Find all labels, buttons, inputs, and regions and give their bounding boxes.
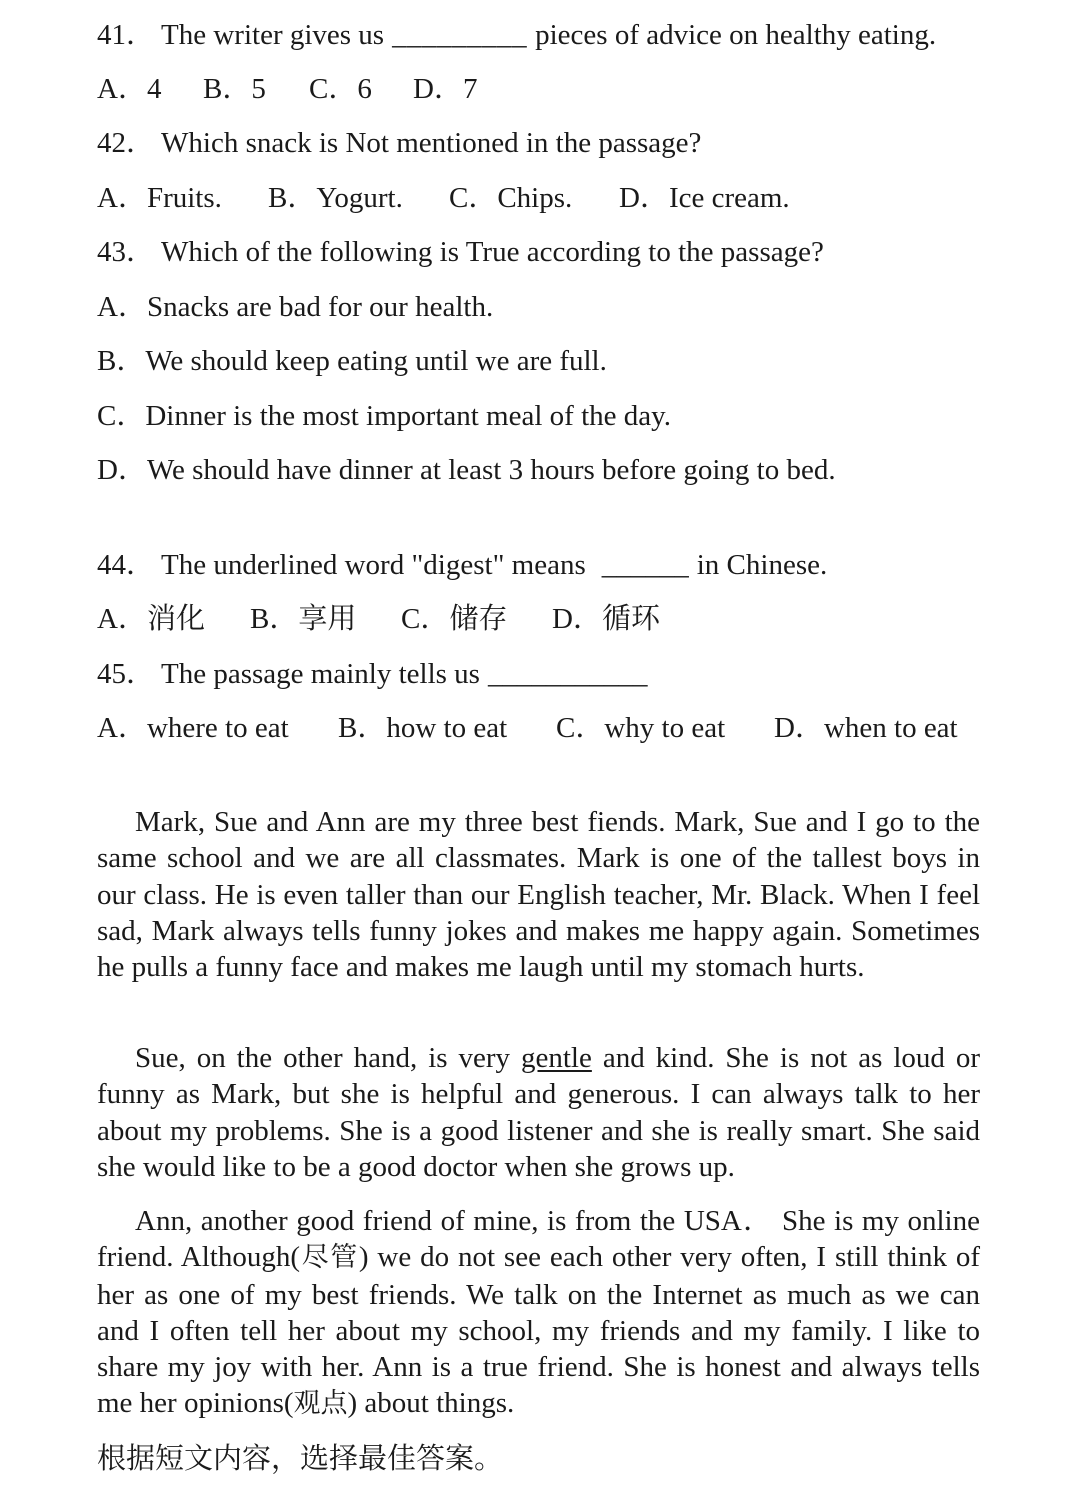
option-d: D．when to eat xyxy=(774,712,958,744)
passage-paragraph-1 xyxy=(97,804,980,985)
question-stem: Which of the following is True according to the passage? xyxy=(161,236,824,268)
option-a: A．Snacks are bad for our health. xyxy=(97,291,494,323)
option-d: D．循环 xyxy=(552,603,660,635)
question-stem-after: in Chinese. xyxy=(696,549,828,581)
question-number: 43． xyxy=(97,236,156,268)
question-number: 41． xyxy=(97,19,156,51)
question-number: 42． xyxy=(97,127,156,159)
question-42 xyxy=(97,125,701,161)
paragraph-text-after: and kind. She is not as loud or funny as Mark, but she is helpful and generous. I can always talk to her about my problems. She is a good listener and she is really smart. She said she would like to be a good doctor when she grows up. xyxy=(97,1042,981,1183)
option-c: C．储存 xyxy=(401,603,508,635)
question-45 xyxy=(97,656,647,692)
question-41 xyxy=(97,17,936,53)
options-45 xyxy=(97,710,958,746)
option-c: C．Chips. xyxy=(449,182,573,214)
option-a: A．4 xyxy=(97,73,162,105)
passage-paragraph-2 xyxy=(97,1040,980,1185)
option-d: D．7 xyxy=(413,73,478,105)
question-stem-before: The writer gives us xyxy=(161,19,385,51)
option-c: C．why to eat xyxy=(556,712,726,744)
paragraph-text-part3: ) about things. xyxy=(347,1387,515,1420)
question-stem: The passage mainly tells us xyxy=(161,658,480,690)
question-number: 44． xyxy=(97,549,156,581)
option-b: B．We should keep eating until we are full. xyxy=(97,345,607,377)
option-a: A．消化 xyxy=(97,603,205,635)
option-a: A．where to eat xyxy=(97,712,289,744)
chinese-gloss-opinions: 观点 xyxy=(293,1388,348,1420)
question-number: 45． xyxy=(97,658,156,690)
paragraph-text-before: Sue, on the other hand, is very xyxy=(135,1042,511,1074)
options-41 xyxy=(97,71,477,107)
options-42 xyxy=(97,180,790,216)
question-stem: Which snack is Not mentioned in the passage? xyxy=(161,127,702,159)
option-a: A．Fruits. xyxy=(97,182,222,214)
option-d: D．We should have dinner at least 3 hours before going to bed. xyxy=(97,454,836,486)
chinese-gloss-although: 尽管 xyxy=(300,1242,359,1274)
answer-blank: _________ xyxy=(392,19,528,51)
question-stem-before: The underlined word "digest" means xyxy=(161,549,586,581)
question-43 xyxy=(97,234,824,270)
question-stem-after: pieces of advice on healthy eating. xyxy=(535,19,937,51)
paragraph-text: Mark, Sue and Ann are my three best fiends. Mark, Sue and I go to the same school and we are all classmates. Mark is one of the tallest boys in our class. He is even taller than our English teacher, Mr. Black. When I feel sad, Mark always tells funny jokes and makes me happy again. Sometimes he pulls a funny face and makes me laugh until my stomach hurts. xyxy=(97,806,980,984)
instruction-text: 根据短文内容，选择最佳答案。 xyxy=(97,1441,504,1475)
answer-blank: ___________ xyxy=(487,658,648,690)
option-c: C．Dinner is the most important meal of the day. xyxy=(97,400,671,432)
question-44 xyxy=(97,547,827,583)
option-d: D．Ice cream. xyxy=(619,182,790,214)
option-b: B．享用 xyxy=(250,603,357,635)
passage-paragraph-3 xyxy=(97,1203,980,1423)
answer-blank: ______ xyxy=(601,549,689,581)
paragraph-text-part1: Ann, another good friend of mine, is from the USA． She is my online friend. Although( xyxy=(97,1205,980,1274)
option-b: B．5 xyxy=(203,73,266,105)
option-c: C．6 xyxy=(309,73,372,105)
options-44 xyxy=(97,601,660,637)
paragraph-text-part2: ) we do not see each other very often, I still think of her as one of my best friends. We talk on the Internet as much as we can and I often tell her about my school, my friends and my family. I like to share my joy with her. Ann is a true friend. She is honest and always tells me her opinions( xyxy=(97,1241,981,1420)
option-b: B．Yogurt. xyxy=(268,182,403,214)
underlined-word: gentle xyxy=(521,1042,592,1074)
option-b: B．how to eat xyxy=(338,712,508,744)
